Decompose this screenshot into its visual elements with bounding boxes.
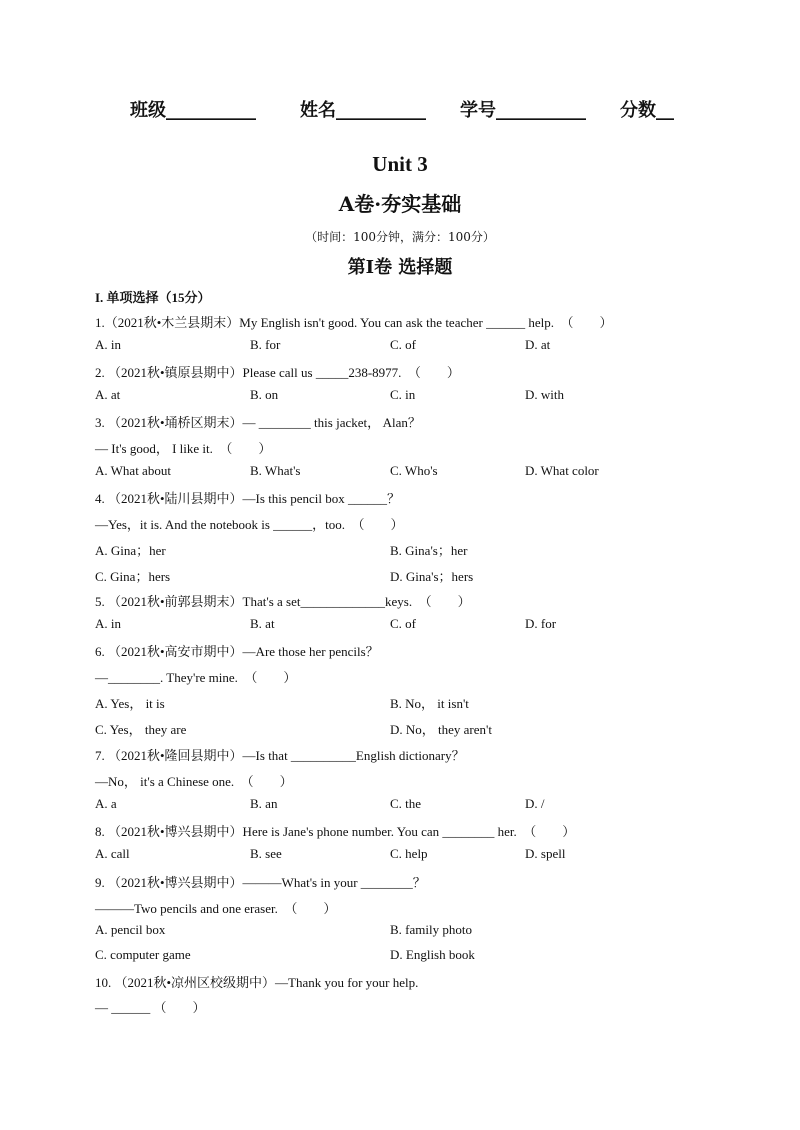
option-d[interactable]: D. What color [525, 463, 599, 478]
option-a[interactable]: A. in [95, 616, 121, 631]
option-a[interactable]: A. What about [95, 463, 171, 478]
question-stem: 5. （2021秋•前郭县期末）That's a set_____________keys. （ ） [95, 594, 471, 609]
time-score-note: （时间：100分钟，满分：100分） [305, 230, 495, 244]
question-stem: 8. （2021秋•博兴县期中）Here is Jane's phone number. You can ________ her. （ ） [95, 824, 576, 839]
question-stem: 1.（2021秋•木兰县期末）My English isn't good. You can ask the teacher ______ help. （ ） [95, 315, 613, 330]
section-heading: I. 单项选择（15分） [95, 290, 211, 305]
option-d[interactable]: D. spell [525, 846, 566, 861]
option-d[interactable]: D. No， they aren't [390, 722, 492, 737]
option-c[interactable]: C. of [390, 616, 416, 631]
option-c[interactable]: C. computer game [95, 947, 191, 962]
option-a[interactable]: A. a [95, 796, 117, 811]
question-stem: 7. （2021秋•隆回县期中）—Is that __________English dictionary？ [95, 748, 465, 763]
option-b[interactable]: B. on [250, 387, 279, 402]
question-stem-line2: — ______ （ ） [95, 1000, 206, 1015]
option-b[interactable]: B. family photo [390, 922, 472, 937]
option-a[interactable]: A. Yes， it is [95, 696, 165, 711]
option-c[interactable]: C. help [390, 846, 428, 861]
paper-subtitle: A卷·夯实基础 [338, 192, 462, 216]
option-a[interactable]: A. Gina；her [95, 543, 166, 558]
question-stem: 3. （2021秋•埇桥区期末）— ________ this jacket， Alan？ [95, 415, 421, 430]
option-b[interactable]: B. for [250, 337, 281, 352]
option-b[interactable]: B. What's [250, 463, 301, 478]
option-d[interactable]: D. at [525, 337, 551, 352]
option-b[interactable]: B. see [250, 846, 282, 861]
option-a[interactable]: A. pencil box [95, 922, 166, 937]
option-a[interactable]: A. at [95, 387, 121, 402]
option-b[interactable]: B. Gina's；her [390, 543, 468, 558]
option-d[interactable]: D. English book [390, 947, 475, 962]
question-stem: 10. （2021秋•凉州区校级期中）—Thank you for your help. [95, 975, 419, 990]
question-stem: 4. （2021秋•陆川县期中）—Is this pencil box ______？ [95, 491, 400, 506]
question-stem: 6. （2021秋•高安市期中）—Are those her pencils？ [95, 644, 379, 659]
option-c[interactable]: C. Gina；hers [95, 569, 171, 584]
option-d[interactable]: D. Gina's；hers [390, 569, 474, 584]
option-a[interactable]: A. call [95, 846, 130, 861]
question-stem: 2. （2021秋•镇原县期中）Please call us _____238-8977. （ ） [95, 365, 460, 380]
option-b[interactable]: B. No， it isn't [390, 696, 469, 711]
question-stem-line2: —________. They're mine. （ ） [95, 670, 297, 685]
question-stem-line2: —No， it's a Chinese one. （ ） [95, 774, 293, 789]
part-title: 第Ⅰ卷 选择题 [347, 257, 453, 278]
option-c[interactable]: C. Yes， they are [95, 722, 187, 737]
student-id-field[interactable]: 学号__________ [460, 100, 586, 121]
option-c[interactable]: C. of [390, 337, 416, 352]
option-b[interactable]: B. at [250, 616, 275, 631]
class-field[interactable]: 班级__________ [130, 100, 256, 121]
option-a[interactable]: A. in [95, 337, 121, 352]
option-c[interactable]: C. in [390, 387, 416, 402]
name-field[interactable]: 姓名__________ [300, 100, 426, 121]
question-stem-line2: ———Two pencils and one eraser. （ ） [95, 901, 337, 916]
option-d[interactable]: D. for [525, 616, 557, 631]
option-d[interactable]: D. / [525, 796, 545, 811]
score-field[interactable]: 分数__ [620, 100, 674, 121]
option-c[interactable]: C. the [390, 796, 422, 811]
option-d[interactable]: D. with [525, 387, 564, 402]
unit-title: Unit 3 [372, 152, 428, 176]
question-stem-line2: — It's good， I like it. （ ） [95, 441, 272, 456]
question-stem: 9. （2021秋•博兴县期中）———What's in your ________？ [95, 875, 426, 890]
option-b[interactable]: B. an [250, 796, 278, 811]
question-stem-line2: —Yes，it is. And the notebook is ______，too. （ ） [95, 517, 404, 532]
option-c[interactable]: C. Who's [390, 463, 438, 478]
